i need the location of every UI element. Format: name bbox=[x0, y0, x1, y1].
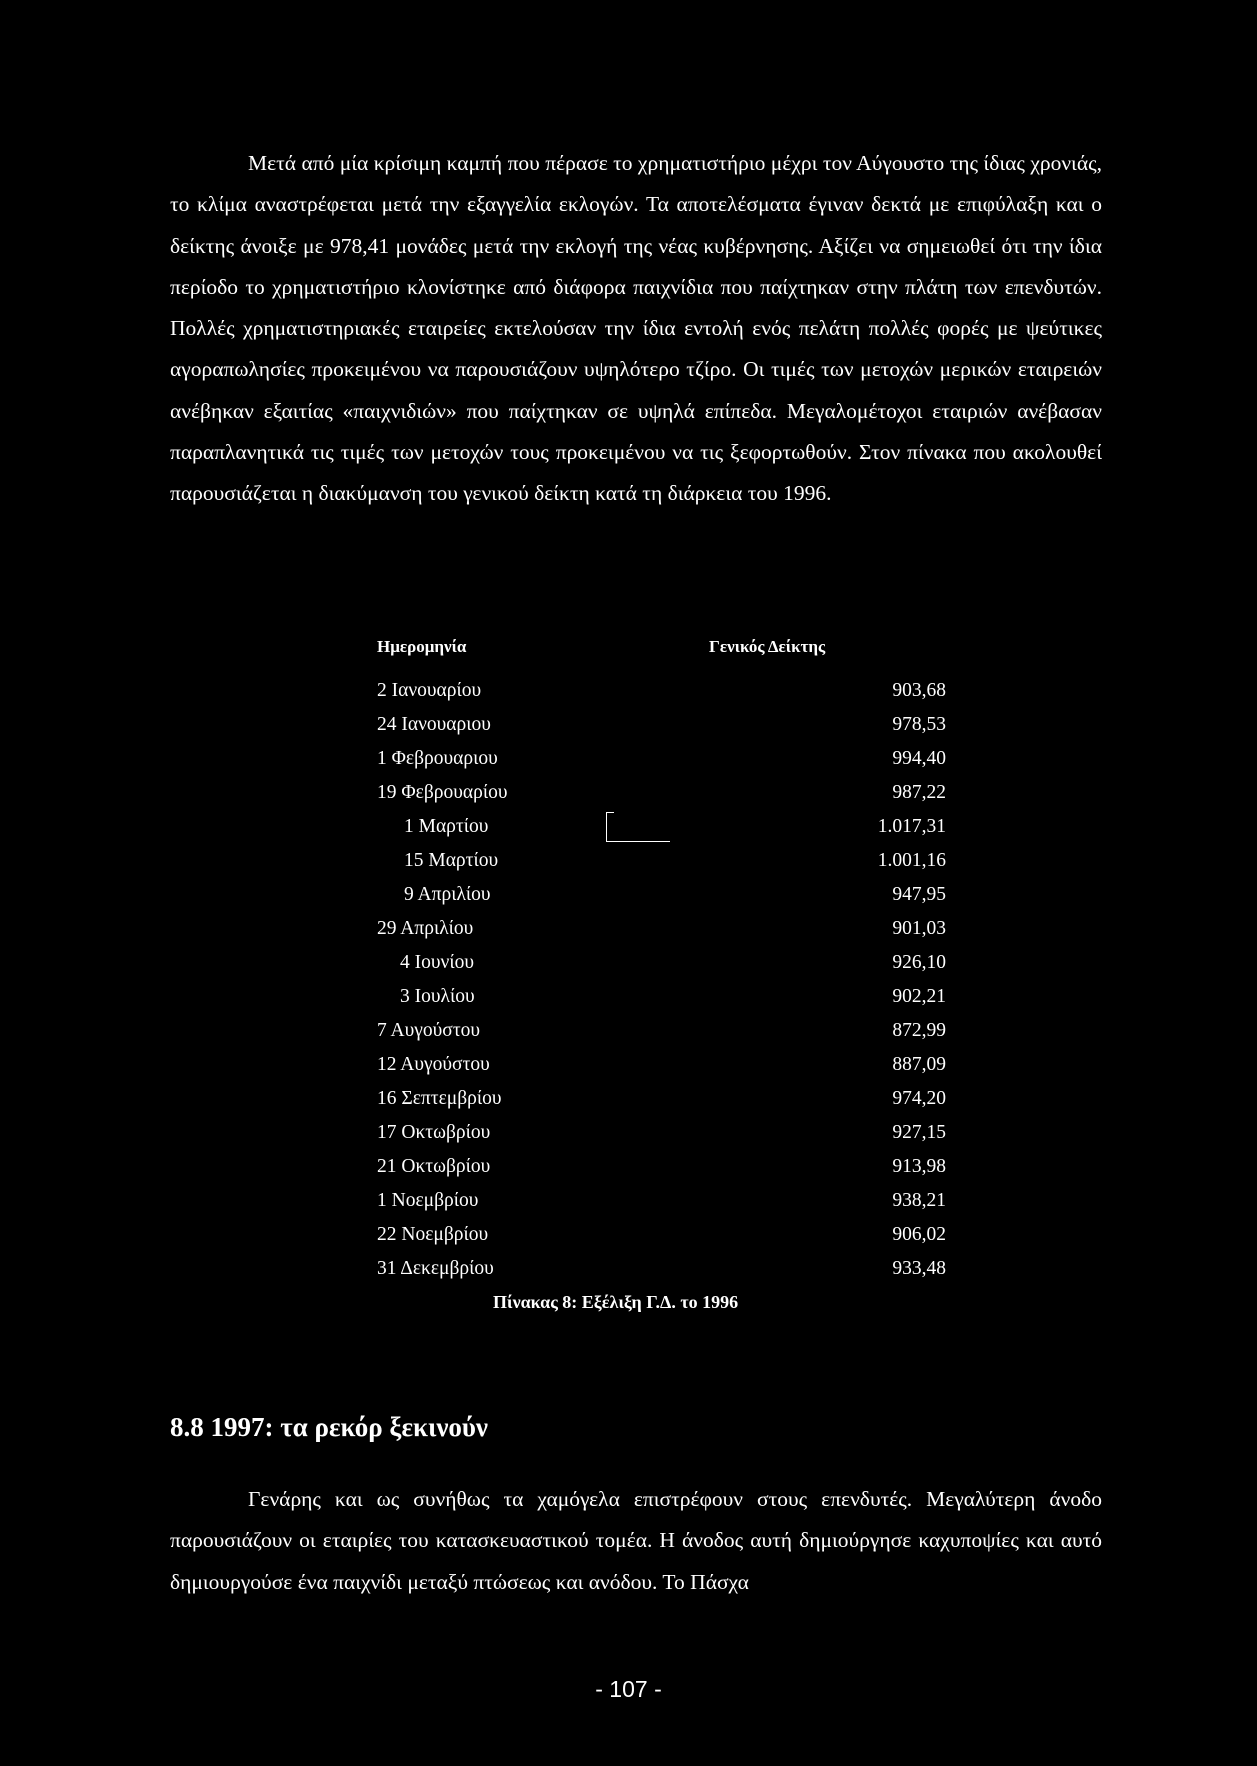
section-title: 8.8 1997: τα ρεκόρ ξεκινούν bbox=[170, 1412, 488, 1442]
table-cell-value: 974,20 bbox=[892, 1088, 946, 1109]
table-caption: Πίνακας 8: Εξέλιξη Γ.Δ. το 1996 bbox=[493, 1292, 739, 1312]
table-cell-date: 9 Απριλίου bbox=[404, 884, 491, 905]
table-cell-date: 12 Αυγούστου bbox=[377, 1054, 490, 1075]
body-paragraph-2 bbox=[170, 1479, 1102, 1603]
table-cell-value: 926,10 bbox=[892, 952, 946, 973]
table-cell-date: 15 Μαρτίου bbox=[404, 850, 499, 871]
table-cell-value: 887,09 bbox=[892, 1054, 946, 1075]
table-cell-value: 913,98 bbox=[892, 1156, 946, 1177]
table-cell-date: 1 Φεβρουαριου bbox=[377, 748, 498, 769]
table-cell-value: 1.017,31 bbox=[877, 816, 946, 837]
table-cell-value: 1.001,16 bbox=[877, 850, 946, 871]
table-cell-date: 24 Ιανουαριου bbox=[377, 714, 491, 735]
table-cell-date: 7 Αυγούστου bbox=[377, 1020, 481, 1041]
table-cell-value: 927,15 bbox=[892, 1122, 946, 1143]
table-cell-value: 978,53 bbox=[892, 714, 946, 735]
table-cell-value: 994,40 bbox=[892, 748, 946, 769]
table-cell-date: 4 Ιουνίου bbox=[400, 952, 474, 973]
table-cell-value: 987,22 bbox=[892, 782, 946, 803]
table-cell-value: 947,95 bbox=[892, 884, 946, 905]
table-cell-value: 938,21 bbox=[892, 1190, 946, 1211]
table-cell-date: 22 Νοεμβρίου bbox=[377, 1224, 489, 1245]
table-header-date: Ημερομηνία bbox=[377, 637, 467, 656]
body-paragraph-1 bbox=[170, 143, 1102, 515]
table-cell-date: 19 Φεβρουαρίου bbox=[377, 782, 508, 803]
table-cell-date: 1 Νοεμβρίου bbox=[377, 1190, 479, 1211]
bracket-mark bbox=[606, 812, 670, 842]
table-cell-value: 902,21 bbox=[892, 986, 946, 1007]
table-cell-date: 31 Δεκεμβρίου bbox=[377, 1258, 494, 1279]
table-cell-value: 906,02 bbox=[892, 1224, 946, 1245]
table-cell-date: 1 Μαρτίου bbox=[404, 816, 489, 837]
table-cell-date: 3 Ιουλίου bbox=[400, 986, 475, 1007]
body-paragraph-1-text: Μετά από μία κρίσιμη καμπή που πέρασε το χρηματιστήριο μέχρι τον Αύγουστο της ίδιας χρονιάς, το κλίμα αναστρέφεται μετά την εξαγγελία εκλογών. Τα αποτελέσματα έγιναν δεκτά με επιφύλαξη και ο δείκτης άνοιξε με 978,41 μονάδες μετά την εκλογή της νέας κυβέρνησης. Αξίζει να σημειωθεί ότι την ίδια περίοδο το χρηματιστήριο κλονίστηκε από διάφορα παιχνίδια που παίχτηκαν στην πλάτη των επενδυτών. Πολλές χρηματιστηριακές εταιρείες εκτελούσαν την ίδια εντολή ενός πελάτη πολλές φορές με ψεύτικες αγοραπωλησίες προκειμένου να παρουσιάζουν υψηλότερο τζίρο. Οι τιμές των μετοχών μερικών εταιρειών ανέβηκαν εξαιτίας «παιχνιδιών» που παίχτηκαν σε υψηλά επίπεδα. Μεγαλομέτοχοι εταιριών ανέβασαν παραπλανητικά τις τιμές των μετοχών τους προκειμένου να τις ξεφορτωθούν. Στον πίνακα που ακολουθεί παρουσιάζεται η διακύμανση του γενικού δείκτη κατά τη διάρκεια του 1996. bbox=[170, 151, 1102, 506]
table-cell-value: 933,48 bbox=[892, 1258, 946, 1279]
table-cell-date: 29 Απριλίου bbox=[377, 918, 474, 939]
table-cell-date: 16 Σεπτεμβρίου bbox=[377, 1088, 502, 1109]
table-cell-date: 2 Ιανουαρίου bbox=[377, 680, 482, 701]
table-cell-value: 903,68 bbox=[892, 680, 946, 701]
table-cell-date: 21 Οκτωβρίου bbox=[377, 1156, 491, 1177]
page-number: - 107 - bbox=[595, 1676, 662, 1702]
table-header-index: Γενικός Δείκτης bbox=[709, 637, 826, 656]
body-paragraph-2-text: Γενάρης και ως συνήθως τα χαμόγελα επιστρέφουν στους επενδυτές. Μεγαλύτερη άνοδο παρουσιάζουν οι εταιρίες του κατασκευαστικού τομέα. Η άνοδος αυτή δημιούργησε καχυποψίες και αυτό δημιουργούσε ένα παιχνίδι μεταξύ πτώσεως και ανόδου. Το Πάσχα bbox=[170, 1487, 1102, 1594]
table-cell-value: 901,03 bbox=[892, 918, 946, 939]
table-cell-value: 872,99 bbox=[892, 1020, 946, 1041]
table-cell-date: 17 Οκτωβρίου bbox=[377, 1122, 491, 1143]
